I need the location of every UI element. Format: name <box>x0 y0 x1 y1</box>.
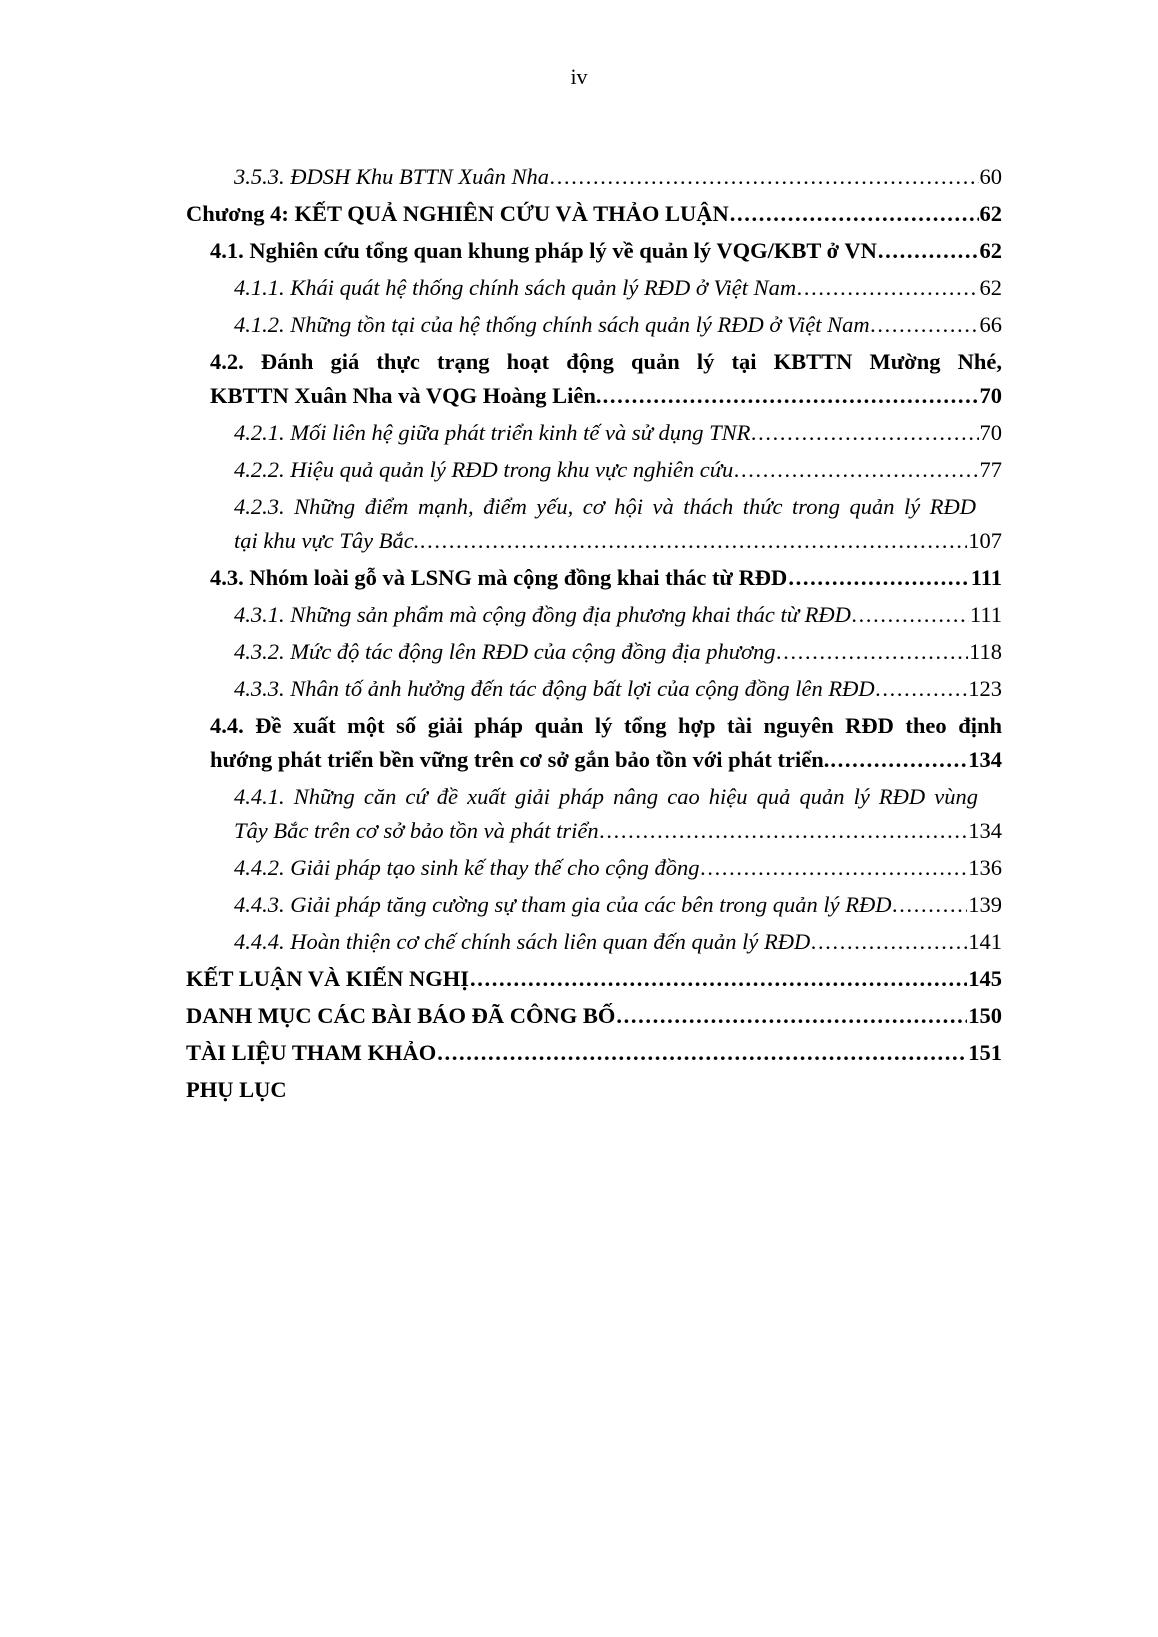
toc-entry-page: 136 <box>968 855 1002 880</box>
toc-entry-title: 4.2.2. Hiệu quả quản lý RĐD trong khu vực nghiên cứu <box>234 457 734 482</box>
toc-entry-page: 118 <box>969 639 1002 664</box>
toc-entry-title-line2-row <box>210 380 1002 412</box>
dot-leader <box>701 852 968 884</box>
dot-leader <box>734 454 978 486</box>
toc-entry-title-line1: 4.4. Đề xuất một số giải pháp quản lý tổng hợp tài nguyên RĐD theo định <box>210 713 1002 738</box>
dot-leader <box>550 161 978 193</box>
toc-entry-publications[interactable] <box>186 1000 1002 1032</box>
toc-entry-page: 134 <box>968 747 1002 772</box>
toc-entry-page: 66 <box>979 312 1002 337</box>
toc-entry-page: 139 <box>968 892 1002 917</box>
dot-leader <box>797 272 978 304</box>
toc-entry-title-line2: KBTTN Xuân Nha và VQG Hoàng Liên. <box>210 383 602 408</box>
toc-entry-title: 4.3. Nhóm loài gỗ và LSNG mà cộng đồng khai thác từ RĐD <box>210 565 788 590</box>
toc-entry-4-3-3[interactable] <box>234 673 1002 705</box>
dot-leader <box>470 963 967 995</box>
toc-entry-title: 4.3.2. Mức độ tác động lên RĐD của cộng đồng địa phương <box>234 639 776 664</box>
toc-entry-appendix[interactable] <box>186 1074 1002 1106</box>
toc-entry-4-4-4[interactable] <box>234 926 1002 958</box>
dot-leader <box>730 198 979 230</box>
toc-entry-page: 70 <box>979 420 1002 445</box>
toc-entry-title-line1: 4.2.3. Những điểm mạnh, điểm yếu, cơ hội và thách thức trong quản lý RĐD <box>234 494 976 519</box>
dot-leader <box>600 815 968 847</box>
dot-leader <box>788 562 969 594</box>
dot-leader <box>616 1000 967 1032</box>
toc-entry-page: 145 <box>968 966 1002 991</box>
toc-entry-page: 141 <box>968 929 1002 954</box>
dot-leader <box>811 926 967 958</box>
toc-entry-title-line2-row <box>234 815 1002 847</box>
dot-leader <box>871 309 979 341</box>
toc-entry-4-1-2[interactable] <box>234 309 1002 341</box>
toc-entry-page: 60 <box>979 164 1002 189</box>
toc-entry-title-line1: 4.2. Đánh giá thực trạng hoạt động quản lý tại KBTTN Mường Nhé, <box>210 349 1002 374</box>
toc-entry-page: 111 <box>970 565 1002 590</box>
toc-entry-title: TÀI LIỆU THAM KHẢO <box>186 1040 437 1065</box>
dot-leader <box>751 417 978 449</box>
toc-entry-chapter-4[interactable] <box>186 198 1002 230</box>
toc-entry-title: 3.5.3. ĐDSH Khu BTTN Xuân Nha <box>234 164 550 189</box>
toc-entry-title: DANH MỤC CÁC BÀI BÁO ĐÃ CÔNG BỐ <box>186 1003 616 1028</box>
toc-entry-title: 4.3.3. Nhân tố ảnh hưởng đến tác động bất lợi của cộng đồng lên RĐD <box>234 676 875 701</box>
dot-leader <box>878 235 979 267</box>
page-number: iv <box>570 64 588 89</box>
dot-leader <box>852 599 969 631</box>
toc-entry-title: 4.3.1. Những sản phẩm mà cộng đồng địa phương khai thác từ RĐD <box>234 602 851 627</box>
toc-entry-4-4-3[interactable] <box>234 889 1002 921</box>
toc-entry-4-3[interactable] <box>210 562 1002 594</box>
toc-entry-page: 107 <box>968 528 1002 553</box>
toc-entry-title: 4.1.1. Khái quát hệ thống chính sách quản lý RĐD ở Việt Nam <box>234 275 797 300</box>
dot-leader <box>776 636 968 668</box>
dot-leader <box>437 1037 967 1069</box>
toc-entry-title-line2: hướng phát triển bền vững trên cơ sở gắn bảo tồn với phát triển. <box>210 747 830 772</box>
toc-entry-title-line2: tại khu vực Tây Bắc. <box>234 528 420 553</box>
dot-leader <box>603 380 979 412</box>
toc-entry-title: 4.4.4. Hoàn thiện cơ chế chính sách liên quan đến quản lý RĐD <box>234 929 811 954</box>
toc-entry-4-1-1[interactable] <box>234 272 1002 304</box>
toc-entry-page: 62 <box>979 201 1002 226</box>
toc-entry-title-line2-row <box>234 525 1002 557</box>
toc-entry-page: 151 <box>968 1040 1002 1065</box>
toc-entry-4-2-1[interactable] <box>234 417 1002 449</box>
dot-leader <box>876 673 968 705</box>
toc-entry-title-line2: Tây Bắc trên cơ sở bảo tồn và phát triển <box>234 818 599 843</box>
toc-entry-page: 70 <box>979 383 1002 408</box>
toc-entry-page: 123 <box>968 676 1002 701</box>
toc-entry-page: 150 <box>968 1003 1002 1028</box>
toc-entry-4-4-2[interactable] <box>234 852 1002 884</box>
toc-entry-title: 4.4.3. Giải pháp tăng cường sự tham gia của các bên trong quản lý RĐD <box>234 892 892 917</box>
toc-entry-page: 77 <box>979 457 1002 482</box>
toc-entry-4-3-1[interactable] <box>234 599 1002 631</box>
toc-entry-title: Chương 4: KẾT QUẢ NGHIÊN CỨU VÀ THẢO LUẬN <box>186 201 729 226</box>
toc-entry-title-line2-row <box>210 744 1002 776</box>
toc-entry-conclusion[interactable] <box>186 963 1002 995</box>
toc-entry-title-line1: 4.4.1. Những căn cứ đề xuất giải pháp nâng cao hiệu quả quản lý RĐD vùng <box>234 784 978 809</box>
toc-entry-title: 4.2.1. Mối liên hệ giữa phát triển kinh tế và sử dụng TNR <box>234 420 751 445</box>
toc-entry-references[interactable] <box>186 1037 1002 1069</box>
toc-entry-4-2-2[interactable] <box>234 454 1002 486</box>
toc-entry-4-3-2[interactable] <box>234 636 1002 668</box>
toc-entry-title: KẾT LUẬN VÀ KIẾN NGHỊ <box>186 966 469 991</box>
dot-leader <box>830 744 967 776</box>
toc-entry-page: 62 <box>979 275 1002 300</box>
dot-leader <box>893 889 968 921</box>
toc-entry-page: 111 <box>969 602 1002 627</box>
toc-entry-title: 4.1.2. Những tồn tại của hệ thống chính sách quản lý RĐD ở Việt Nam <box>234 312 870 337</box>
toc-entry-page: 62 <box>979 238 1002 263</box>
dot-leader <box>420 525 967 557</box>
toc-entry-title: 4.4.2. Giải pháp tạo sinh kế thay thế cho cộng đồng <box>234 855 700 880</box>
toc-entry-title: PHỤ LỤC <box>186 1077 287 1102</box>
toc-entry-page: 134 <box>968 818 1002 843</box>
toc-entry-4-1[interactable] <box>210 235 1002 267</box>
toc-entry-title: 4.1. Nghiên cứu tổng quan khung pháp lý về quản lý VQG/KBT ở VN <box>210 238 877 263</box>
toc-entry-3-5-3[interactable] <box>234 161 1002 193</box>
